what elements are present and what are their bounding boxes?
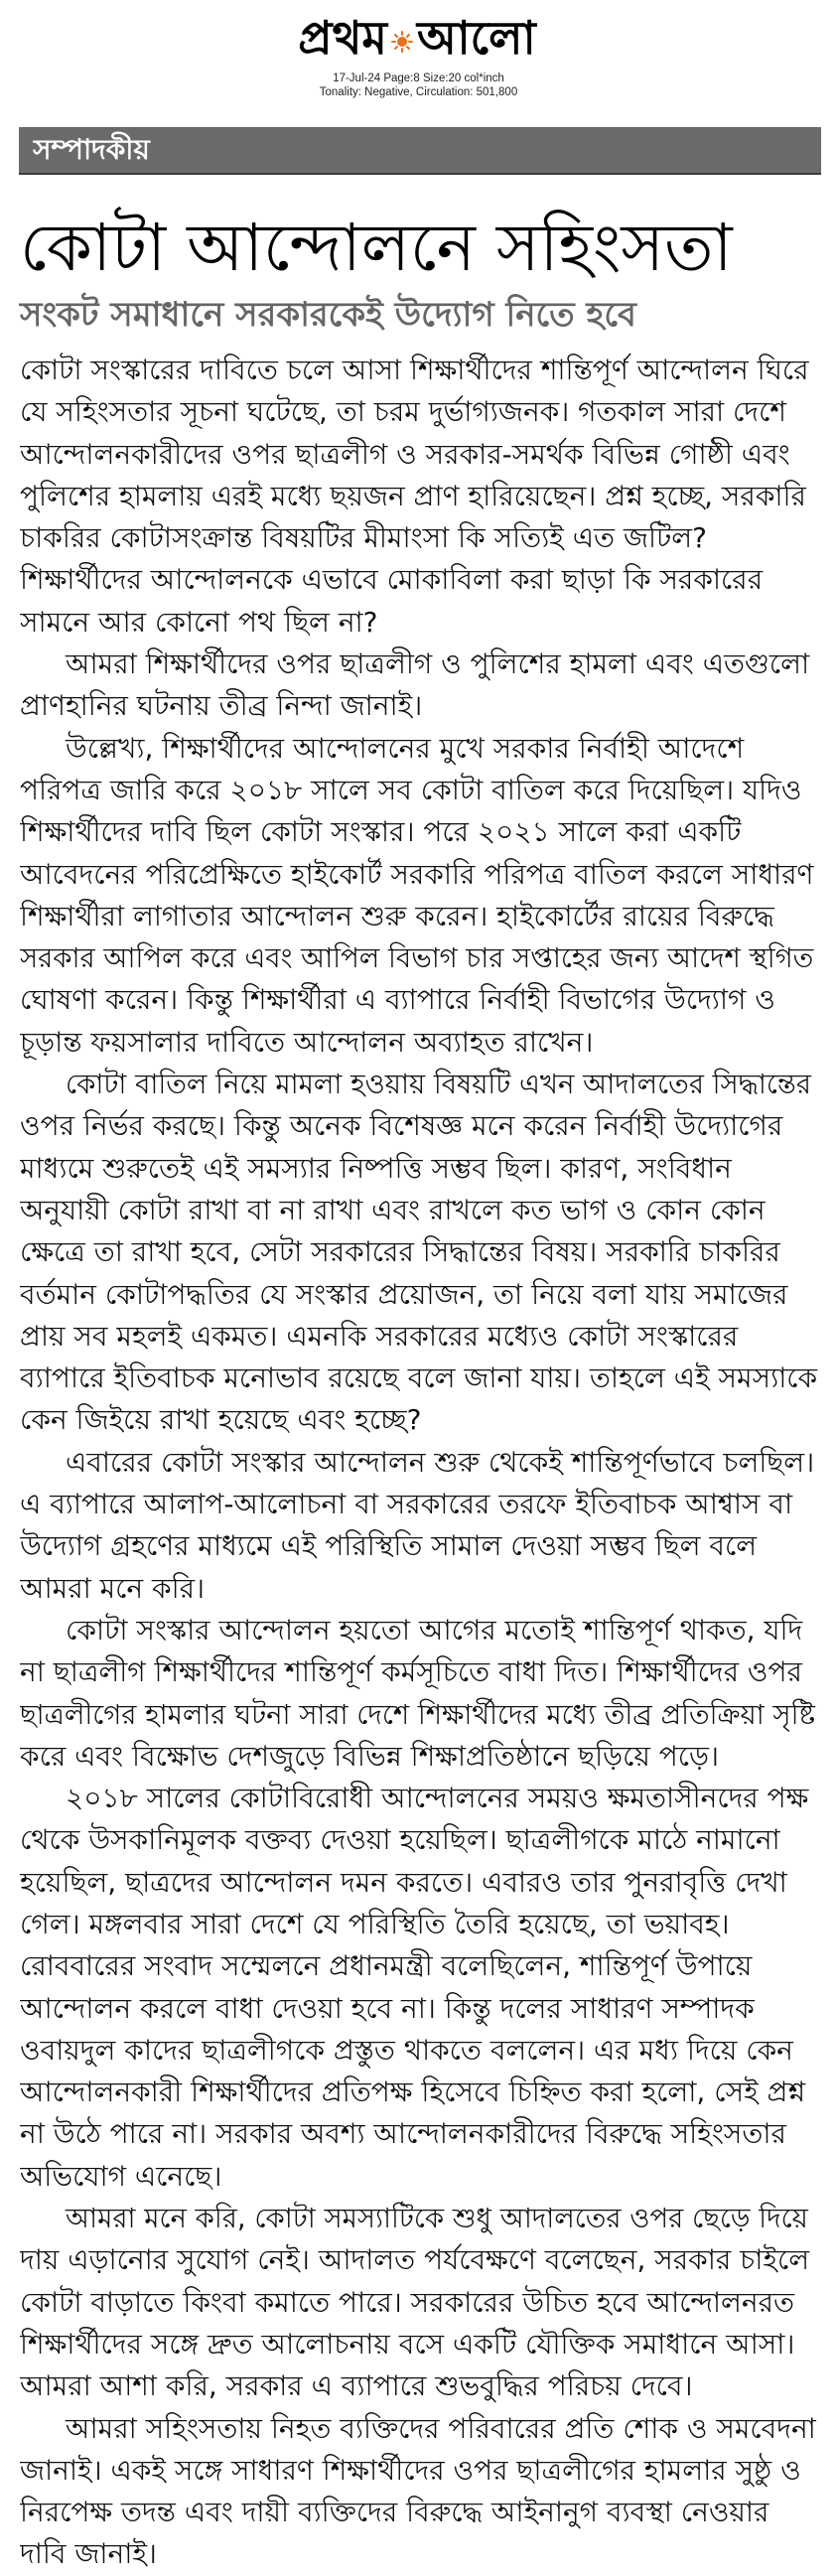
article-body-line: ২০১৮ সালের কোটাবিরোধী আন্দোলনের সময়ও ক্ষমতাসীনদের পক্ষ [66,1782,809,1815]
article-body-line: উল্লেখ্য, শিক্ষার্থীদের আন্দোলনের মুখে সরকার নির্বাহী আদেশে [66,731,745,765]
article-body-line: প্রাণহানির ঘটনায় তীব্র নিন্দা জানাই। [20,689,423,723]
article-body-line: এবারের কোটা সংস্কার আন্দোলন শুরু থেকেই শান্তিপূর্ণভাবে চলছিল। [66,1445,815,1479]
article-body-line: কোটা বাতিল নিয়ে মামলা হওয়ায় বিষয়টি এখন আদালতের সিদ্ধান্তের [66,1069,811,1101]
article-body-line: জানাই। একই সঙ্গে সাধারণ শিক্ষার্থীদের ওপর ছাত্রলীগের হামলার সুষ্ঠু ও [20,2453,801,2487]
article-body-line: আমরা সহিংসতায় নিহত ব্যক্তিদের পরিবারের প্রতি শোক ও সমবেদনা [66,2411,816,2445]
article-body-line: আমরা আশা করি, সরকার এ ব্যাপারে শুভবুদ্ধির পরিচয় দেবে। [20,2369,693,2403]
article-body-line: শিক্ষার্থীদের সঙ্গে দ্রুত আলোচনায় বসে একটি যৌক্তিক সমাধানে আসা। [20,2327,795,2361]
masthead [0,0,837,119]
article-body-line: রোববারের সংবাদ সম্মেলনে প্রধানমন্ত্রী বলেছিলেন, শান্তিপূর্ণ উপায়ে [20,1949,753,1983]
article-body-line: কোটা সংস্কারের দাবিতে চলে আসা শিক্ষার্থীদের শান্তিপূর্ণ আন্দোলন ঘিরে [20,354,809,386]
article-body-line: আবেদনের পরিপ্রেক্ষিতে হাইকোর্ট সরকারি পরিপত্র বাতিল করলে সাধারণ [20,857,814,891]
article-headline: কোটা আন্দোলনে সহিংসতা [20,210,733,286]
article-body-line: উদ্যোগ গ্রহণের মাধ্যমে এই পরিস্থিতি সামাল দেওয়া সম্ভব ছিল বলে [20,1529,758,1563]
article-body-line: সরকার আপিল করে এবং আপিল বিভাগ চার সপ্তাহের জন্য আদেশ স্থগিত [20,942,814,975]
article-body-line: ছাত্রলীগের হামলার ঘটনা সারা দেশে শিক্ষার্থীদের মধ্যে তীব্র প্রতিক্রিয়া সৃষ্টি [20,1698,815,1731]
article-body-line: এ ব্যাপারে আলাপ-আলোচনা বা সরকারের তরফে ইতিবাচক আশ্বাস বা [20,1488,793,1521]
section-title: সম্পাদকীয় [33,133,150,166]
article-body-line: চাকরির কোটাসংক্রান্ত বিষয়টির মীমাংসা কি সত্যিই এত জটিল? [20,521,707,555]
article-body-line: বর্তমান কোটাপদ্ধতির যে সংস্কার প্রয়োজন, তা নিয়ে বলা যায় সমাজের [20,1277,788,1311]
article-body-line: শিক্ষার্থীদের দাবি ছিল কোটা সংস্কার। পরে ২০২১ সালে করা একটি [20,815,742,849]
article-body-line: পরিপত্র জারি করে ২০১৮ সালে সব কোটা বাতিল করে দিয়েছিল। যদিও [20,773,802,806]
article-body-line: অনুযায়ী কোটা রাখা বা না রাখা এবং রাখলে কত ভাগ ও কোন কোন [20,1193,766,1226]
article-body-line: দায় এড়ানোর সুযোগ নেই। আদালত পর্যবেক্ষণে বলেছেন, সরকার চাইলে [20,2243,810,2277]
article-body-line: শিক্ষার্থীদের আন্দোলনকে এভাবে মোকাবিলা করা ছাড়া কি সরকারের [20,563,764,597]
sun-icon [391,31,413,53]
article-body-line: আন্দোলন করলে বাধা দেওয়া হবে না। কিন্তু দলের সাধারণ সম্পাদক [20,1991,755,2025]
article-body-line: কোটা বাড়াতে কিংবা কমাতে পারে। সরকারের উচিত হবে আন্দোলনরত [20,2285,795,2319]
article-body-line: ব্যাপারে ইতিবাচক মনোভাব রয়েছে বলে জানা যায়। তাহলে এই সমস্যাকে [20,1361,818,1395]
section-bar [19,127,821,175]
article-subheadline: সংকট সমাধানে সরকারকেই উদ্যোগ নিতে হবে [20,295,636,335]
clip-info [0,72,837,99]
article-body-line: যে সহিংসতার সূচনা ঘটেছে, তা চরম দুর্ভাগ্যজনক। গতকাল সারা দেশে [20,395,786,429]
article-body-line: দাবি জানাই। [20,2537,157,2571]
article-body-line: আমরা মনে করি। [20,1571,206,1605]
newspaper-logo [288,12,546,72]
article-body-line: ঘোষণা করেন। কিন্তু শিক্ষার্থীরা এ ব্যাপারে নির্বাহী বিভাগের উদ্যোগ ও [20,983,775,1017]
article-body [20,350,820,2571]
article-body-line: গেল। মঙ্গলবার সারা দেশে যে পরিস্থিতি তৈরি হয়েছে, তা ভয়াবহ। [20,1907,730,1940]
logo-text-right: আলো [416,11,536,65]
article-body-line: কোটা সংস্কার আন্দোলন হয়তো আগের মতোই শান্তিপূর্ণ থাকত, যদি [66,1613,803,1646]
article-body-line: আন্দোলনকারী শিক্ষার্থীদের প্রতিপক্ষ হিসেবে চিহ্নিত করা হলো, সেই প্রশ্ন [20,2075,806,2109]
article-body-line: ওপর নির্ভর করছে। কিন্তু অনেক বিশেষজ্ঞ মনে করেন নির্বাহী উদ্যোগের [20,1109,783,1143]
article-body-line: না ছাত্রলীগ শিক্ষার্থীদের শান্তিপূর্ণ কর্মসূচিতে বাধা দিত। শিক্ষার্থীদের ওপর [20,1655,802,1689]
article-body-line: না উঠে পারে না। সরকার অবশ্য আন্দোলনকারীদের বিরুদ্ধে সহিংসতার [20,2117,786,2151]
article-body-line: করে এবং বিক্ষোভ দেশজুড়ে বিভিন্ন শিক্ষাপ্রতিষ্ঠানে ছড়িয়ে পড়ে। [20,1739,719,1773]
article-body-line: পুলিশের হামলায় এরই মধ্যে ছয়জন প্রাণ হারিয়েছেন। প্রশ্ন হচ্ছে, সরকারি [20,479,806,512]
article-body-line: ওবায়দুল কাদের ছাত্রলীগকে প্রস্তুত থাকতে বললেন। এর মধ্য দিয়ে কেন [20,2033,793,2067]
article-body-line: অভিযোগ এনেছে। [20,2159,222,2193]
clip-info-date-page: 17-Jul-24 Page:8 Size:20 col*inch [333,72,504,84]
article-body-line: মাধ্যমে শুরুতেই এই সমস্যার নিষ্পত্তি সম্ভব ছিল। কারণ, সংবিধান [20,1151,732,1185]
article-body-line: শিক্ষার্থীরা লাগাতার আন্দোলন শুরু করেন। হাইকোর্টের রায়ের বিরুদ্ধে [20,899,774,932]
article-body-line: কেন জিইয়ে রাখা হয়েছে এবং হচ্ছে? [20,1403,422,1437]
article-body-line: আমরা শিক্ষার্থীদের ওপর ছাত্রলীগ ও পুলিশের হামলা এবং এতগুলো [66,647,810,681]
article-body-line: নিরপেক্ষ তদন্ত এবং দায়ী ব্যক্তিদের বিরুদ্ধে আইনানুগ ব্যবস্থা নেওয়ার [20,2496,769,2529]
article-body-line: আমরা মনে করি, কোটা সমস্যাটিকে শুধু আদালতের ওপর ছেড়ে দিয়ে [66,2203,808,2235]
article-body-line: সামনে আর কোনো পথ ছিল না? [20,605,378,639]
clip-info-tonality: Tonality: Negative, Circulation: 501,800 [319,86,518,98]
article-body-line: হয়েছিল, ছাত্রদের আন্দোলন দমন করতে। এবারও তার পুনরাবৃত্তি দেখা [20,1865,787,1899]
article-body-line: প্রায় সব মহলই একমত। এমনকি সরকারের মধ্যেও কোটা সংস্কারের [20,1319,739,1353]
article-body-line: ক্ষেত্রে তা রাখা হবে, সেটা সরকারের সিদ্ধান্তের বিষয়। সরকারি চাকরির [20,1235,780,1269]
article-body-line: চূড়ান্ত ফয়সালার দাবিতে আন্দোলন অব্যাহত রাখেন। [20,1025,594,1059]
article-body-line: আন্দোলনকারীদের ওপর ছাত্রলীগ ও সরকার-সমর্থক বিভিন্ন গোষ্ঠী এবং [20,437,790,471]
article-body-line: থেকে উসকানিমূলক বক্তব্য দেওয়া হয়েছিল। ছাত্রলীগকে মাঠে নামানো [20,1823,780,1857]
logo-text-left: প্রথম [298,11,387,65]
